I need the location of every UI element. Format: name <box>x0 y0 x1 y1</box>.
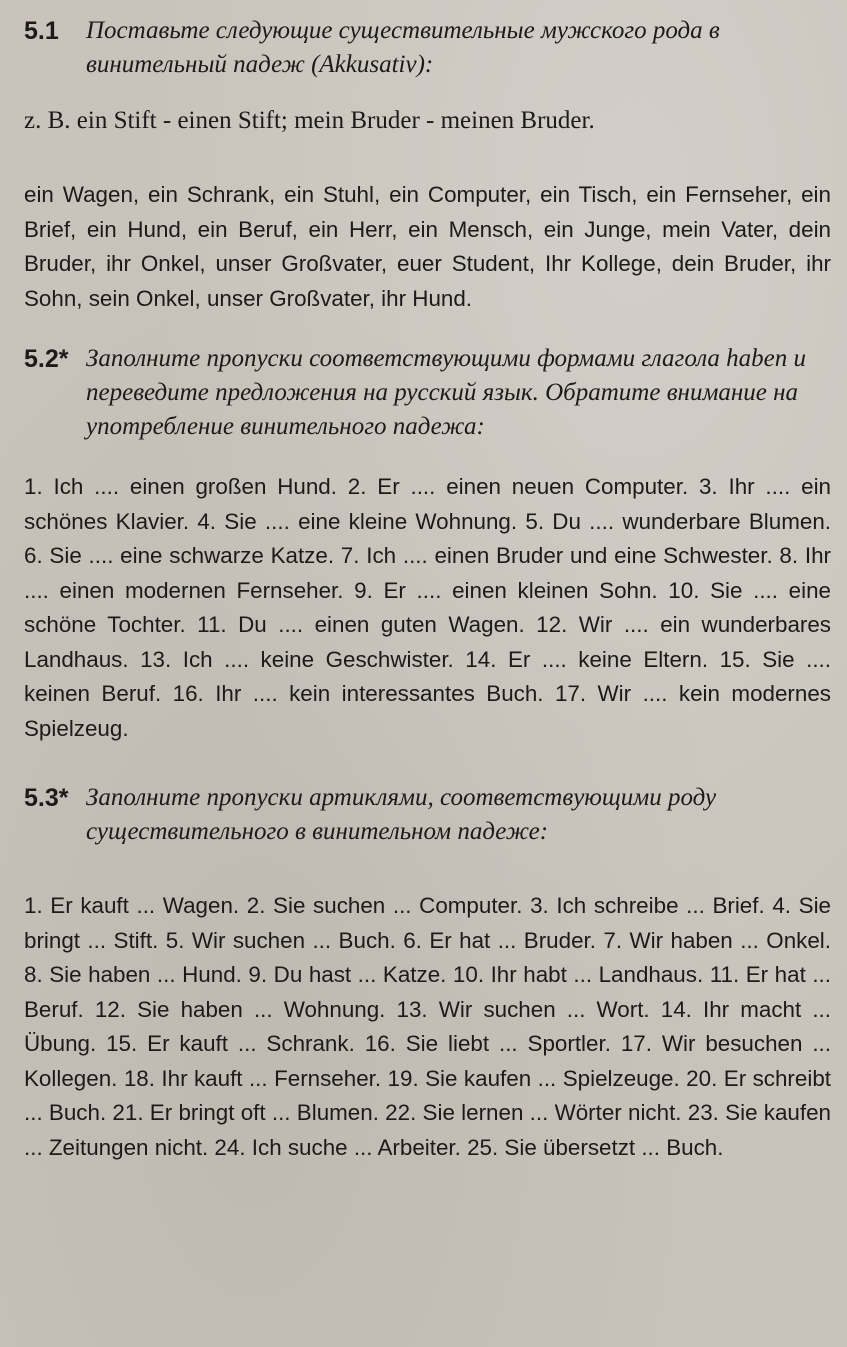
exercise-header <box>24 781 833 849</box>
exercise-text: 1. Er kauft ... Wagen. 2. Sie suchen ... Computer. 3. Ich schreibe ... Brief. 4. Sie bringt ... Stift. 5. Wir suchen ... Buch. 6. Er hat ... Bruder. 7. Wir haben ... Onkel. 8. Sie haben ... Hund. 9. Du hast ... Katze. 10. Ihr habt ... Landhaus. 11. Er hat ... Beruf. 12. Sie haben ... Wohnung. 13. Wir suchen ... Wort. 14. Ihr macht ... Übung. 15. Er kauft ... Schrank. 16. Sie liebt ... Sportler. 17. Wir besuchen ... Kollegen. 18. Ihr kauft ... Fernseher. 19. Sie kaufen ... Spielzeuge. 20. Er schreibt ... Buch. 21. Er bringt oft ... Blumen. 22. Sie lernen ... Wörter nicht. 23. Sie kaufen ... Zeitungen nicht. 24. Ich suche ... Arbeiter. 25. Sie übersetzt ... Buch. <box>24 893 831 1160</box>
exercise-5-3 <box>24 781 833 1165</box>
exercise-number: 5.3* <box>24 784 69 812</box>
exercise-number: 5.2* <box>24 345 69 373</box>
exercise-instruction: Заполните пропуски артиклями, соответствующими роду существительного в винительном падеже: <box>86 784 717 845</box>
exercise-text: ein Wagen, ein Schrank, ein Stuhl, ein Computer, ein Tisch, ein Fernseher, ein Brief, ein Hund, ein Beruf, ein Herr, ein Mensch, ein Junge, mein Vater, dein Bruder, ihr Onkel, unser Großvater, euer Student, Ihr Kollege, dein Bruder, ihr Sohn, sein Onkel, unser Großvater, ihr Hund. <box>24 182 831 311</box>
exercise-instruction: Заполните пропуски соответствующими формами глагола haben и переведите предложения на русский язык. Обратите внимание на употребление винительного падежа: <box>86 345 806 440</box>
exercise-number: 5.1 <box>24 17 59 45</box>
exercise-header <box>24 14 833 82</box>
exercise-5-2 <box>24 342 833 746</box>
exercise-example: z. B. ein Stift - einen Stift; mein Bruder - meinen Bruder. <box>24 107 595 134</box>
exercise-text: 1. Ich .... einen großen Hund. 2. Er .... einen neuen Computer. 3. Ihr .... ein schönes Klavier. 4. Sie .... eine kleine Wohnung. 5. Du .... wunderbare Blumen. 6. Sie .... eine schwarze Katze. 7. Ich .... einen Bruder und eine Schwester. 8. Ihr .... einen modernen Fernseher. 9. Er .... einen kleinen Sohn. 10. Sie .... eine schöne Tochter. 11. Du .... einen guten Wagen. 12. Wir .... ein wunderbares Landhaus. 13. Ich .... keine Geschwister. 14. Er .... keine Eltern. 15. Sie .... keinen Beruf. 16. Ihr .... kein interessantes Buch. 17. Wir .... kein modernes Spielzeug. <box>24 474 831 741</box>
exercise-instruction: Поставьте следующие существительные мужского рода в винительный падеж (Akkusativ): <box>86 17 720 78</box>
exercise-header <box>24 342 833 444</box>
exercise-5-1 <box>24 14 833 316</box>
